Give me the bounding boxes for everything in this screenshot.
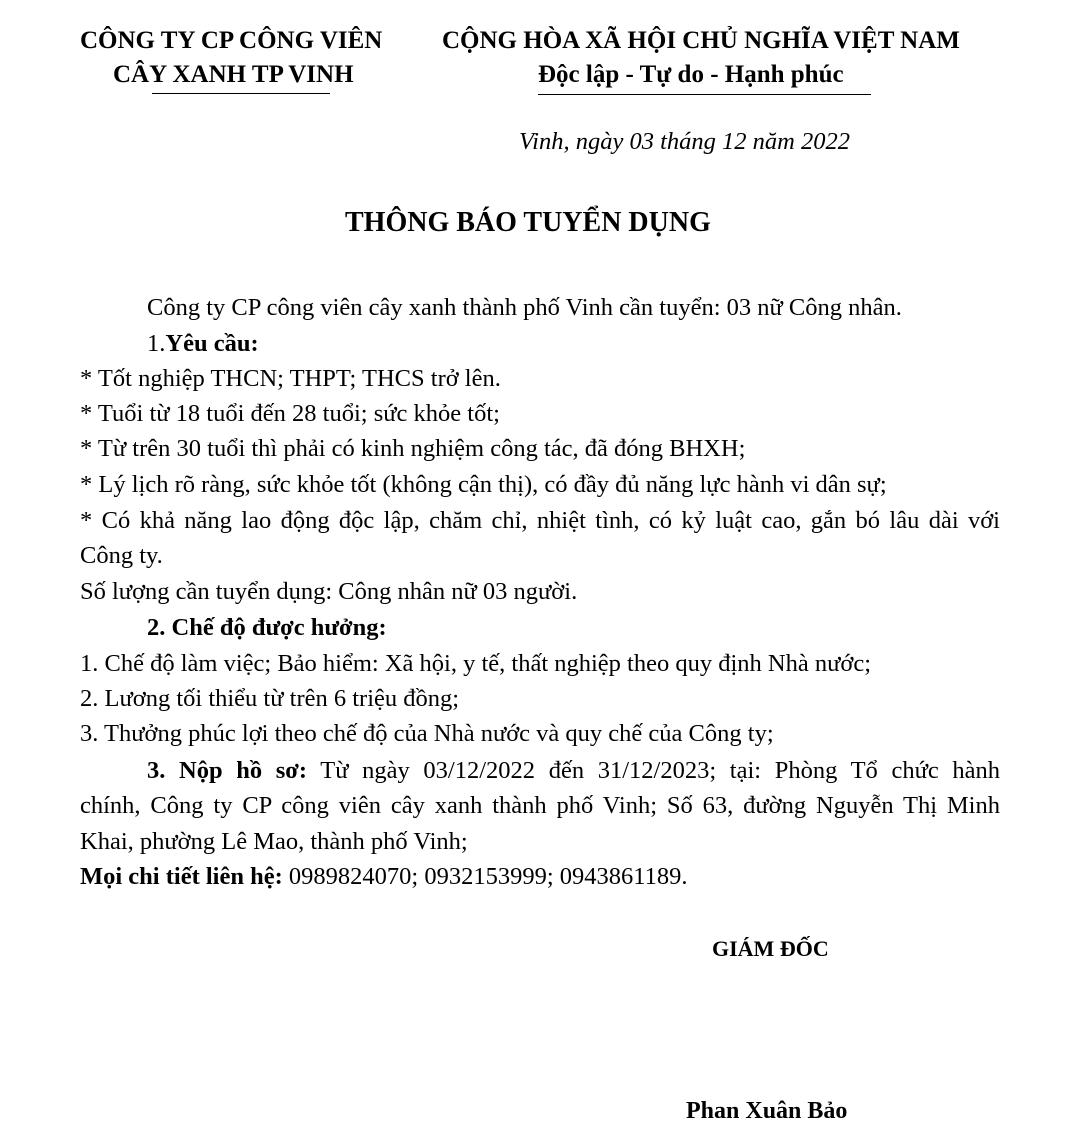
signer-name: Phan Xuân Bảo [686,1098,848,1124]
benefits-heading: 2. Chế độ được hưởng: [147,614,387,641]
requirements-number: 1. [147,330,166,357]
benefit-item: 2. Lương tối thiểu từ trên 6 triệu đồng; [80,685,460,712]
submission-line3: Khai, phường Lê Mao, thành phố Vinh; [80,828,468,855]
submission-line2: chính, Công ty CP công viên cây xanh thành phố Vinh; Số 63, đường Nguyễn Thị Minh [80,792,1000,819]
nation-motto: Độc lập - Tự do - Hạnh phúc [538,61,844,88]
submission-details: Từ ngày 03/12/2022 đến 31/12/2023; tại: Phòng Tổ chức hành [320,757,1001,784]
document-title: THÔNG BÁO TUYỂN DỤNG [345,207,711,238]
recruit-quantity: Số lượng cần tuyển dụng: Công nhân nữ 03 người. [80,578,578,605]
intro-paragraph: Công ty CP công viên cây xanh thành phố Vinh cần tuyển: 03 nữ Công nhân. [147,294,902,321]
requirement-item: * Từ trên 30 tuổi thì phải có kinh nghiệm công tác, đã đóng BHXH; [80,435,746,462]
contact-phones: 0989824070; 0932153999; 0943861189. [288,863,688,890]
benefit-item: 3. Thưởng phúc lợi theo chế độ của Nhà nước và quy chế của Công ty; [80,720,774,747]
submission-line1 [147,755,1000,787]
signer-role: GIÁM ĐỐC [712,936,829,961]
company-underline [152,93,330,94]
requirement-item: * Lý lịch rõ ràng, sức khỏe tốt (không cận thị), có đầy đủ năng lực hành vi dân sự; [80,471,887,498]
date-line: Vinh, ngày 03 tháng 12 năm 2022 [519,128,850,155]
nation-title: CỘNG HÒA XÃ HỘI CHỦ NGHĨA VIỆT NAM [442,27,960,54]
requirements-heading [147,328,259,360]
contact-label: Mọi chi tiết liên hệ: [80,863,283,890]
requirements-label: Yêu cầu: [165,330,259,357]
requirement-item-last-line1: * Có khả năng lao động độc lập, chăm chỉ, nhiệt tình, có kỷ luật cao, gắn bó lâu dài với [80,507,1000,534]
contact-line [80,861,687,893]
requirement-item-last-line2: Công ty. [80,542,163,569]
requirement-item: * Tuổi từ 18 tuổi đến 28 tuổi; sức khỏe tốt; [80,400,500,427]
benefit-item: 1. Chế độ làm việc; Bảo hiểm: Xã hội, y tế, thất nghiệp theo quy định Nhà nước; [80,650,872,677]
company-name-line2: CÂY XANH TP VINH [113,61,354,88]
requirement-item: * Tốt nghiệp THCN; THPT; THCS trở lên. [80,365,501,392]
company-name-line1: CÔNG TY CP CÔNG VIÊN [80,27,383,54]
submission-heading: 3. Nộp hồ sơ: [147,757,308,784]
motto-underline [538,94,871,95]
